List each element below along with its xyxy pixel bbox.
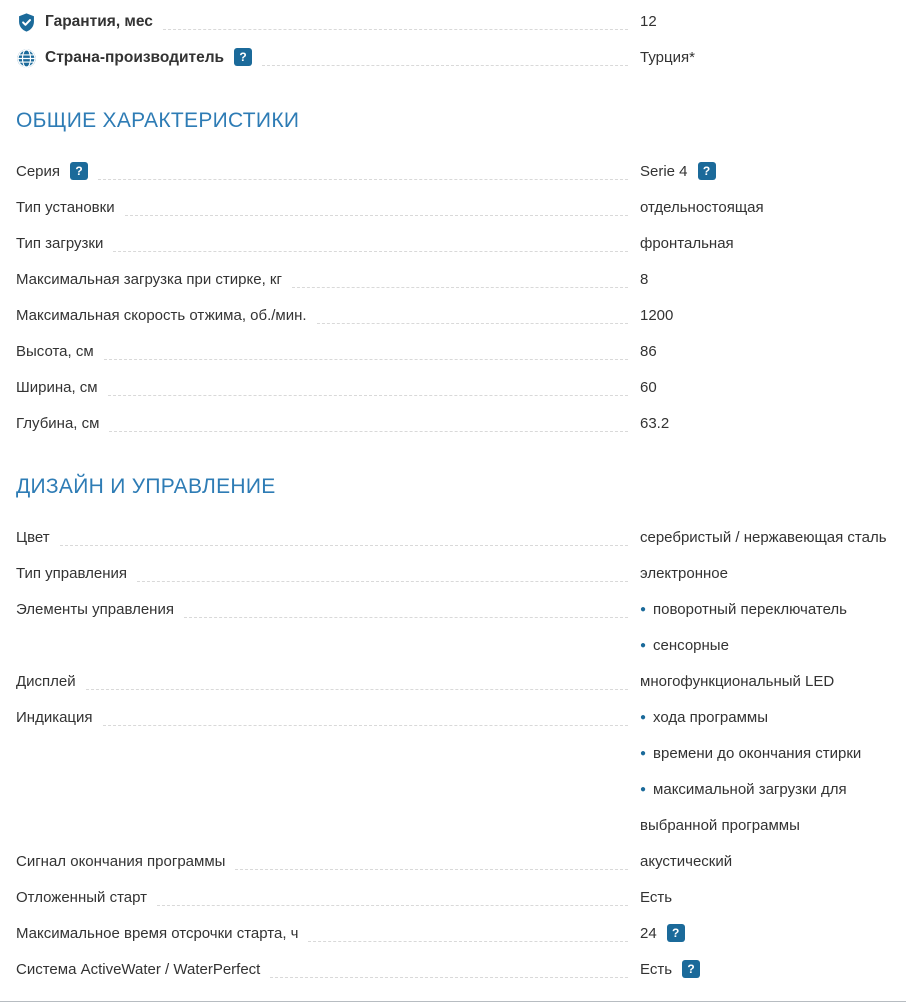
- spec-value: [640, 520, 906, 556]
- dotted-leader: [317, 298, 628, 324]
- spec-value: [640, 334, 906, 370]
- section-title: ОБЩИЕ ХАРАКТЕРИСТИКИ: [16, 109, 300, 132]
- spec-row: [16, 4, 906, 40]
- spec-label: Дисплей: [16, 673, 76, 690]
- value-text: 24 ?: [640, 916, 906, 952]
- spec-row: [16, 916, 906, 952]
- spec-sections: [16, 108, 906, 988]
- bullet-icon: ●: [640, 640, 647, 651]
- spec-label: Сигнал окончания программы: [16, 853, 226, 870]
- dotted-leader: [86, 664, 628, 690]
- spec-value: [640, 664, 906, 700]
- spec-row: [16, 520, 906, 556]
- spec-row-left: [16, 592, 640, 628]
- value-list-item: ● поворотный переключатель: [640, 601, 847, 618]
- value-text: акустический: [640, 853, 733, 870]
- dotted-leader: [184, 592, 628, 618]
- spec-label: Элементы управления: [16, 601, 174, 618]
- spec-value: [640, 298, 906, 334]
- spec-row-left: [16, 262, 640, 298]
- help-badge[interactable]: ?: [70, 162, 88, 180]
- spec-value: [640, 262, 906, 298]
- spec-label: Тип установки: [16, 199, 115, 216]
- section-title: ДИЗАЙН И УПРАВЛЕНИЕ: [16, 475, 276, 498]
- spec-row: [16, 556, 906, 592]
- bullet-icon: ●: [640, 712, 647, 723]
- spec-label: Индикация: [16, 709, 93, 726]
- spec-row: [16, 40, 906, 76]
- spec-row: [16, 370, 906, 406]
- spec-row: [16, 880, 906, 916]
- dotted-leader: [113, 226, 628, 252]
- value-list-item: ● максимальной загрузки для выбранной программы: [640, 781, 847, 834]
- help-badge[interactable]: ?: [698, 162, 716, 180]
- bullet-icon: ●: [640, 604, 647, 615]
- spec-value: [640, 844, 906, 880]
- spec-label: Максимальная загрузка при стирке, кг: [16, 271, 282, 288]
- value-text: 12: [640, 13, 657, 30]
- spec-row-left: [16, 190, 640, 226]
- spec-row-left: [16, 880, 640, 916]
- value-list-item: ● времени до окончания стирки: [640, 745, 862, 762]
- spec-row: [16, 262, 906, 298]
- spec-row: [16, 190, 906, 226]
- spec-row-left: [16, 916, 640, 952]
- value-text: Serie 4 ?: [640, 154, 906, 190]
- spec-row-left: [16, 154, 640, 190]
- spec-row-left: [16, 406, 640, 442]
- spec-value: [640, 592, 906, 664]
- dotted-leader: [103, 700, 628, 726]
- spec-value: [640, 406, 906, 442]
- spec-label: Цвет: [16, 529, 50, 546]
- spec-row-left: [16, 334, 640, 370]
- value-text: электронное: [640, 565, 728, 582]
- bullet-icon: ●: [640, 748, 647, 759]
- spec-value: [640, 700, 906, 844]
- spec-label: Ширина, см: [16, 379, 98, 396]
- spec-row-left: [16, 556, 640, 592]
- spec-row-left: [16, 370, 640, 406]
- spec-value: [640, 370, 906, 406]
- value-text: 8: [640, 271, 649, 288]
- spec-row: [16, 952, 906, 988]
- value-text: Есть ?: [640, 952, 906, 988]
- spec-row-left: [16, 298, 640, 334]
- spec-row-left: [16, 4, 640, 40]
- spec-value: [640, 556, 906, 592]
- spec-row-left: [16, 520, 640, 556]
- dotted-leader: [163, 4, 628, 30]
- value-text: 63.2: [640, 415, 670, 432]
- spec-value: [640, 880, 906, 916]
- spec-row-left: [16, 226, 640, 262]
- spec-value: [640, 4, 906, 40]
- spec-row: [16, 406, 906, 442]
- spec-label: Высота, см: [16, 343, 94, 360]
- dotted-leader: [108, 370, 628, 396]
- spec-row: [16, 334, 906, 370]
- spec-value: [640, 154, 906, 190]
- spec-value: [640, 40, 906, 76]
- spec-label: Тип загрузки: [16, 235, 104, 252]
- value-text: 60: [640, 379, 657, 396]
- spec-row: [16, 592, 906, 664]
- help-badge[interactable]: ?: [667, 924, 685, 942]
- spec-row: [16, 154, 906, 190]
- spec-label: Отложенный старт: [16, 889, 148, 906]
- spec-value: [640, 190, 906, 226]
- value-list-item: ● хода программы: [640, 709, 769, 726]
- spec-row: [16, 664, 906, 700]
- spec-value: [640, 916, 906, 952]
- spec-value: [640, 226, 906, 262]
- spec-row-left: [16, 844, 640, 880]
- spec-label: Страна-производитель ?: [45, 40, 252, 76]
- spec-row-left: [16, 40, 640, 76]
- spec-label: Максимальная скорость отжима, об./мин.: [16, 307, 307, 324]
- spec-row: [16, 226, 906, 262]
- dotted-leader: [60, 520, 628, 546]
- dotted-leader: [109, 406, 628, 432]
- spec-row: [16, 298, 906, 334]
- value-text: многофункциональный LED: [640, 673, 835, 690]
- globe-icon: [16, 48, 37, 69]
- spec-row: [16, 700, 906, 844]
- value-text: Есть: [640, 889, 673, 906]
- dotted-leader: [125, 190, 628, 216]
- spec-row-left: [16, 952, 640, 988]
- dotted-leader: [292, 262, 628, 288]
- spec-value: [640, 952, 906, 988]
- spec-label: Тип управления: [16, 565, 127, 582]
- value-text: 86: [640, 343, 657, 360]
- help-badge[interactable]: ?: [234, 48, 252, 66]
- dotted-leader: [262, 40, 628, 66]
- spec-label: Система ActiveWater / WaterPerfect: [16, 961, 261, 978]
- spec-label: Максимальное время отсрочки старта, ч: [16, 925, 299, 942]
- spec-row: [16, 844, 906, 880]
- spec-label: Серия ?: [16, 154, 88, 190]
- dotted-leader: [235, 844, 628, 870]
- spec-label: Глубина, см: [16, 415, 100, 432]
- dotted-leader: [104, 334, 628, 360]
- spec-row-left: [16, 664, 640, 700]
- dotted-leader: [98, 154, 628, 180]
- bullet-icon: ●: [640, 784, 647, 795]
- top-rows: [16, 4, 906, 76]
- dotted-leader: [308, 916, 628, 942]
- dotted-leader: [157, 880, 628, 906]
- value-text: Турция*: [640, 49, 695, 66]
- value-list-item: ● сенсорные: [640, 637, 729, 654]
- value-text: серебристый / нержавеющая сталь: [640, 529, 887, 546]
- help-badge[interactable]: ?: [682, 960, 700, 978]
- dotted-leader: [137, 556, 628, 582]
- value-text: 1200: [640, 307, 674, 324]
- value-text: отдельностоящая: [640, 199, 764, 216]
- value-text: фронтальная: [640, 235, 734, 252]
- spec-row-left: [16, 700, 640, 736]
- shield-check-icon: [16, 12, 37, 33]
- dotted-leader: [270, 952, 628, 978]
- spec-label: Гарантия, мес: [45, 13, 153, 30]
